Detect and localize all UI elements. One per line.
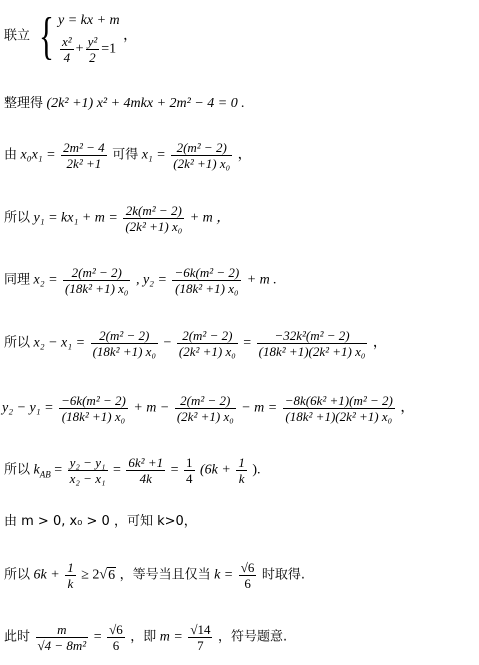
line-system: 联立 { y = kx + m $\frac{\text{x²}}{4}$ + $\frac{\text{y²}}{2}$ =1 ， — [4, 7, 138, 65]
equation-system — [58, 8, 120, 65]
line-y2-minus-y1: y₂ − y₁ = $\frac{\text{−6k(m² − 2)}}{\text{(18k² +1) x₀}}$ + m − $\frac{\text{2(m² − 2)}}{\text{(2k² +1) x₀}}$ − m = $\frac{\text{−8k(6k² +1)(m² − 2)}}{\text{(18k² +1)(2k² +1) x₀}}$ ， — [2, 393, 415, 424]
line-inequality: 所以 6k + $\frac{1}{k}$ ≥ 2√6 ，等号当且仅当 k = $\frac{√6}{6}$ 时取得. — [4, 560, 306, 591]
line-x2-y2: 同理 x₂ = $\frac{\text{2(m² − 2)}}{\text{(18k² +1) x₀}}$ , y₂ = $\frac{\text{−6k(m² − 2)}}{\text{(18k² +1) x₀}}$ + m . — [4, 265, 277, 296]
line-x1: 由 x₀x₁ = $\frac{\text{2m² − 4}}{\text{2k² +1}}$ 可得 x₁ = $\frac{\text{2(m² − 2)}}{\text{(2k² +1) x₀}}$ ， — [4, 140, 252, 171]
line-y1: 所以 y₁ = kx₁ + m = $\frac{\text{2k(m² − 2)}}{\text{(2k² +1) x₀}}$ + m ， — [4, 203, 231, 234]
line-simplified: 整理得 (2k² +1) x² + 4mkx + 2m² − 4 = 0 . — [4, 96, 245, 111]
left-brace: { — [38, 7, 54, 65]
line-conclusion: 此时 $\frac{m}{\text{√4 − 8m²}}$ = $\frac{√6}{6}$ ，即 m = $\frac{√14}{7}$ ，符号题意. — [4, 622, 288, 653]
line-condition: 由 m > 0, x₀ > 0 ，可知 k>0， — [4, 514, 197, 529]
line-x2-minus-x1: 所以 x₂ − x₁ = $\frac{\text{2(m² − 2)}}{\text{(18k² +1) x₀}}$ − $\frac{\text{2(m² − 2)}}{\text{(2k² +1) x₀}}$ = $\frac{\text{−32k²(m² − 2)}}{\text{(18k² +1)(2k² +1) x₀}}$ ， — [4, 328, 387, 359]
line-kab: 所以 $k_{AB}$ = $\frac{\text{y₂ − y₁}}{\text{x₂ − x₁}}$ = $\frac{\text{6k² +1}}{4k}$ = $\frac{1}{4}$ (6k + $\frac{1}{k}$ ). — [4, 455, 261, 486]
lianli-label: 联立 — [4, 28, 31, 44]
line-equation: y = kx + m — [57, 13, 120, 28]
ellipse-equation: $\frac{\text{x²}}{4}$ + $\frac{\text{y²}}{2}$ =1 — [61, 34, 117, 65]
